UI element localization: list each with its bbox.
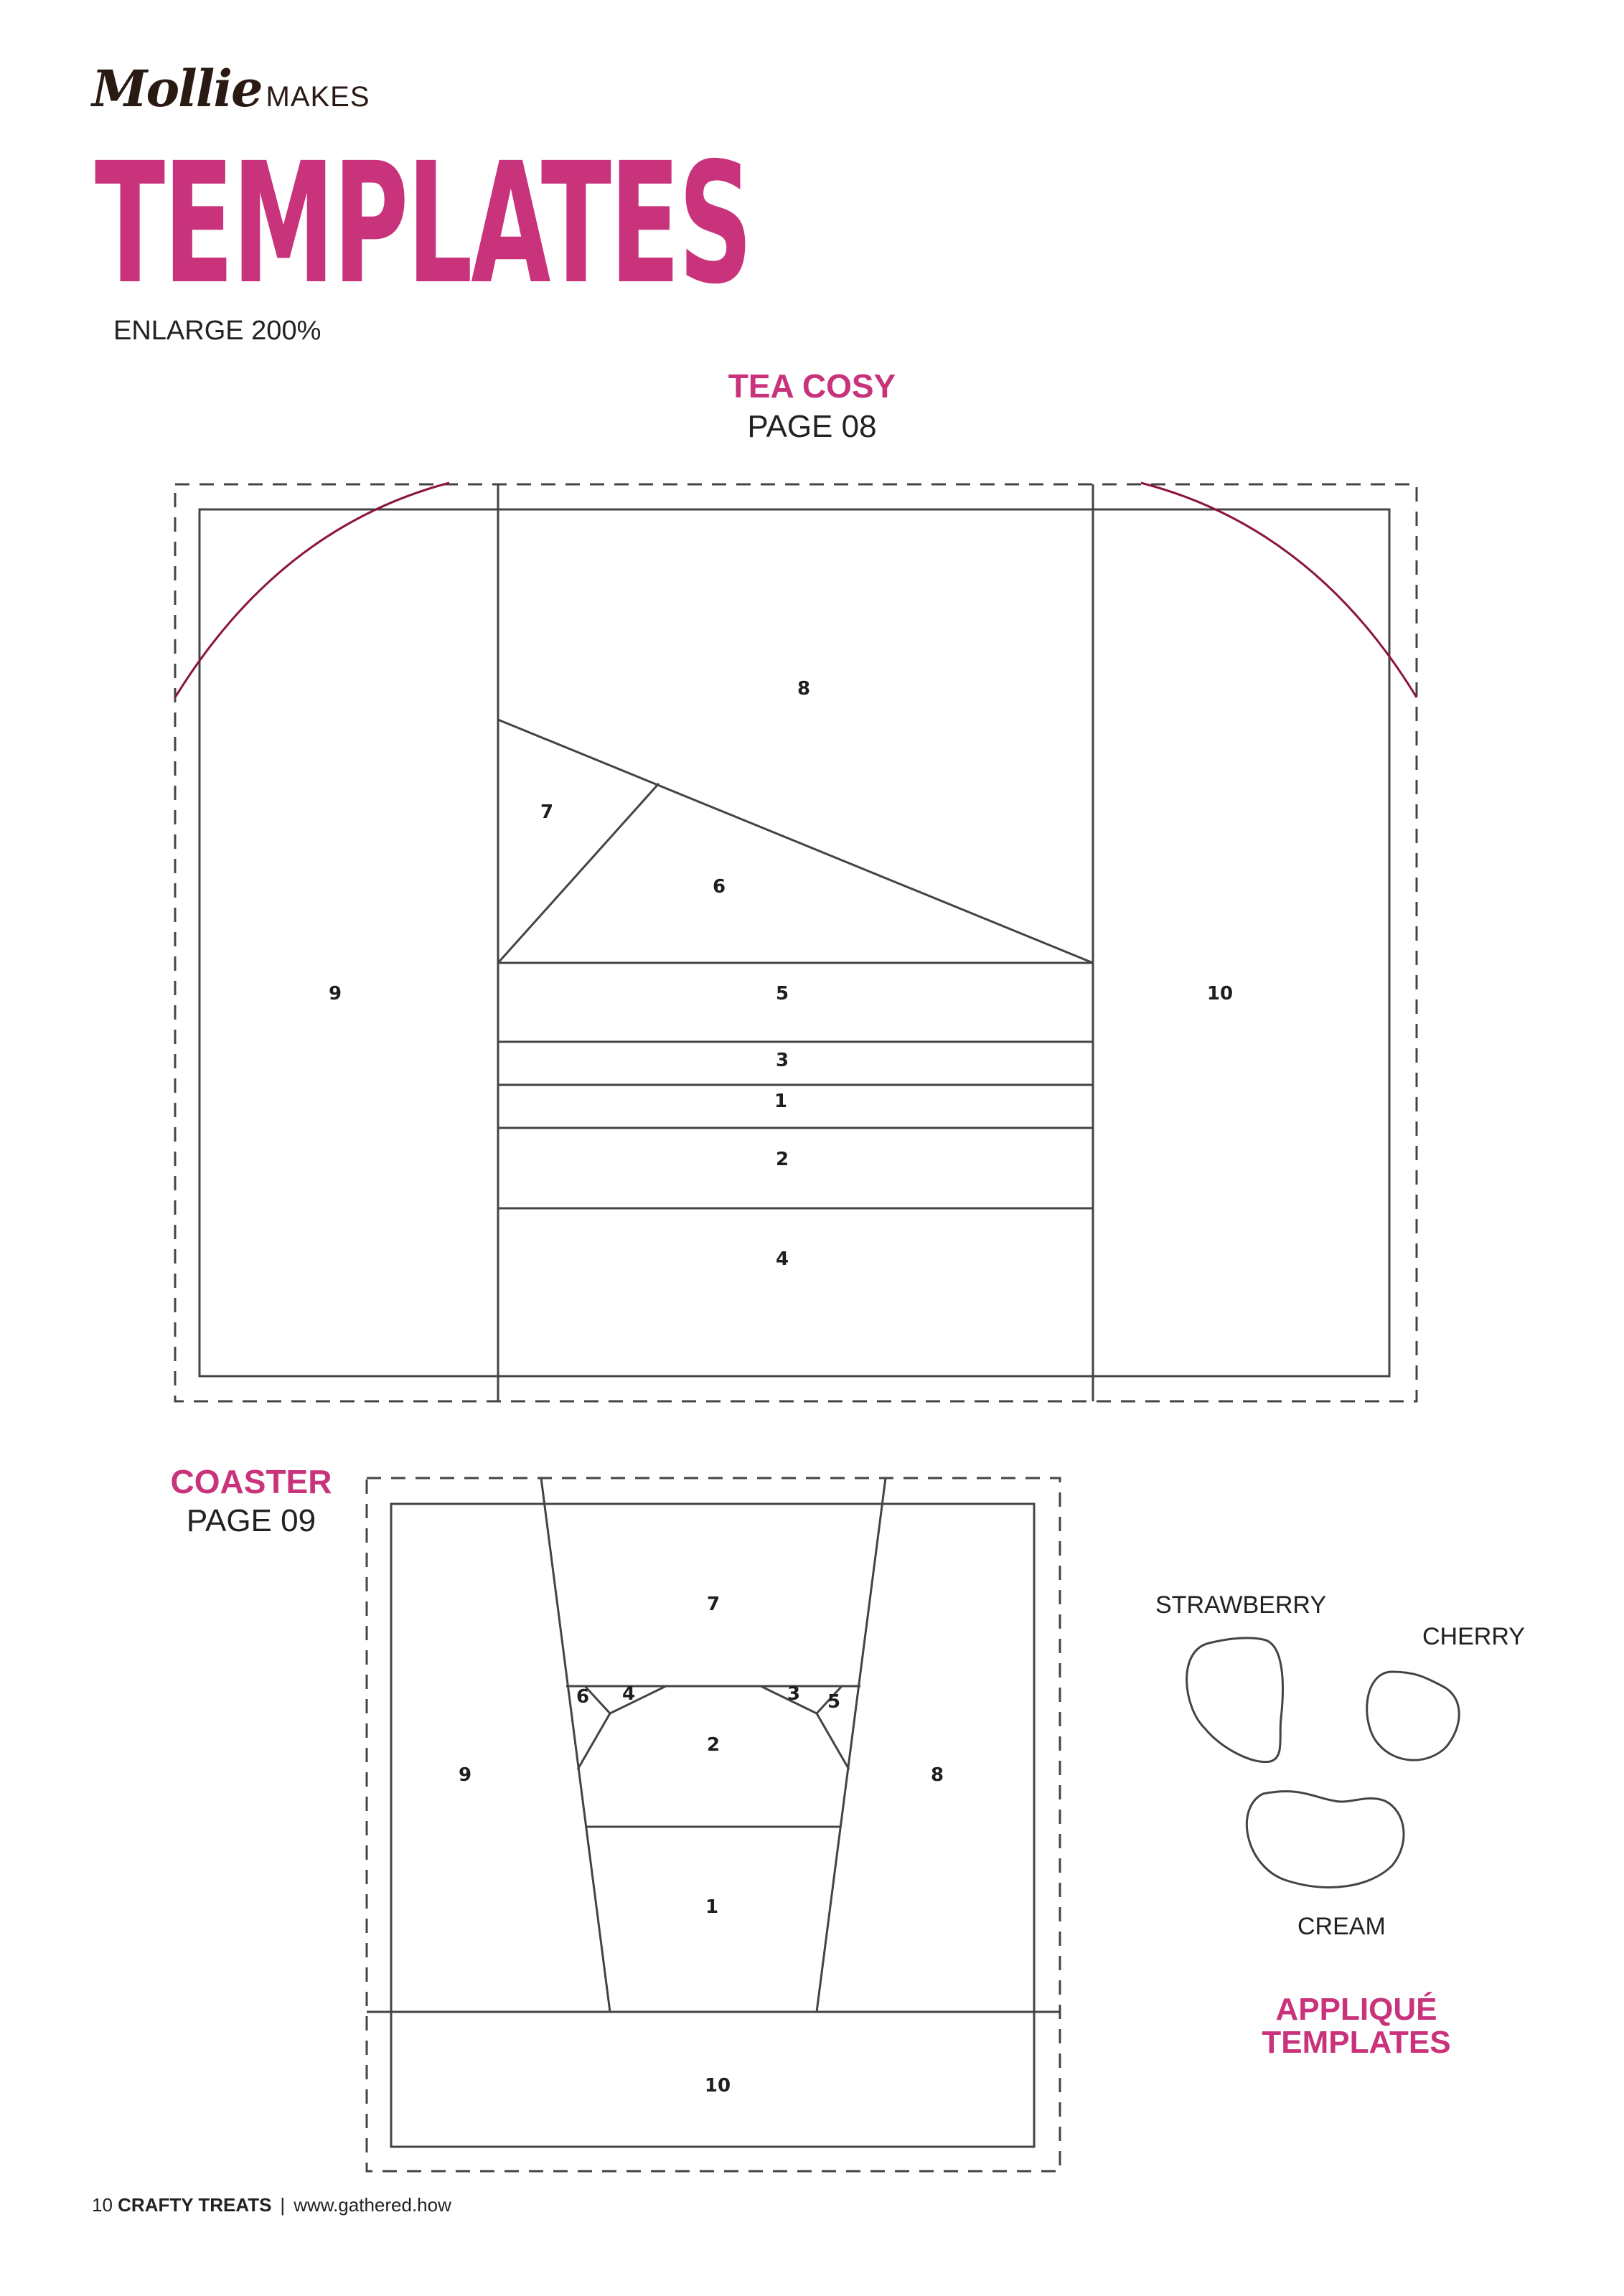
tea-cosy-piece-label: 9 bbox=[328, 983, 342, 1004]
cream-shape bbox=[1247, 1792, 1404, 1888]
applique-title-line2: TEMPLATES bbox=[1262, 2025, 1451, 2061]
cherry-label: CHERRY bbox=[1422, 1623, 1525, 1650]
coaster-glass-right bbox=[817, 1478, 886, 2012]
footer bbox=[92, 2194, 451, 2216]
tea-cosy-title: TEA COSY bbox=[728, 367, 896, 405]
tea-cosy-diagonal bbox=[498, 720, 1093, 963]
tea-cosy-labels bbox=[329, 678, 1233, 1270]
coaster-cream-edge-right bbox=[817, 1713, 849, 1769]
coaster-glass-left bbox=[541, 1478, 610, 2012]
tea-cosy-piece-label: 1 bbox=[774, 1091, 788, 1112]
coaster-piece-label: 1 bbox=[705, 1896, 719, 1918]
tea-cosy-piece-label: 6 bbox=[712, 876, 726, 898]
coaster-piece-label: 5 bbox=[827, 1691, 841, 1713]
applique-title-line1: APPLIQUÉ bbox=[1275, 1992, 1437, 2027]
tea-cosy-piece-label: 7 bbox=[540, 801, 554, 823]
enlarge-note: ENLARGE 200% bbox=[113, 316, 321, 346]
tea-cosy-seam-allowance bbox=[175, 484, 1417, 1401]
tea-cosy-piece-label: 5 bbox=[775, 983, 789, 1004]
coaster-piece-label: 3 bbox=[787, 1683, 801, 1705]
cherry-shape bbox=[1367, 1672, 1459, 1760]
page-title: TEMPLATES bbox=[95, 127, 751, 321]
footer-website[interactable]: www.gathered.how bbox=[294, 2194, 451, 2216]
tea-cosy-piece-label: 4 bbox=[775, 1248, 789, 1270]
tea-cosy-template bbox=[175, 483, 1417, 1401]
tea-cosy-piece-label: 8 bbox=[797, 678, 811, 700]
coaster-title: COASTER bbox=[170, 1463, 332, 1500]
footer-publication: CRAFTY TREATS bbox=[118, 2194, 272, 2216]
coaster-labels bbox=[459, 1594, 944, 2097]
strawberry-label: STRAWBERRY bbox=[1155, 1591, 1327, 1619]
coaster-page: PAGE 09 bbox=[186, 1503, 316, 1538]
tea-cosy-curve-left bbox=[175, 483, 449, 697]
coaster-piece-label: 10 bbox=[704, 2075, 731, 2097]
tea-cosy-piece-label: 10 bbox=[1206, 983, 1234, 1004]
tea-cosy-curve-right bbox=[1141, 483, 1417, 697]
tea-cosy-outline bbox=[200, 509, 1389, 1376]
applique-templates-heading bbox=[1220, 1993, 1493, 2059]
logo-script: Mollie bbox=[92, 59, 262, 118]
coaster-piece-label: 9 bbox=[458, 1764, 472, 1786]
coaster-heading bbox=[144, 1465, 359, 1537]
footer-separator: | bbox=[280, 2194, 286, 2216]
coaster-piece-label: 8 bbox=[930, 1764, 944, 1786]
coaster-piece-label: 6 bbox=[576, 1686, 590, 1708]
coaster-cream-edge-left-top bbox=[610, 1686, 666, 1713]
footer-page-number: 10 bbox=[92, 2194, 113, 2216]
tea-cosy-page: PAGE 08 bbox=[747, 409, 877, 444]
coaster-piece-label: 2 bbox=[706, 1734, 721, 1756]
strawberry-shape bbox=[1187, 1638, 1283, 1762]
logo-makes: MAKES bbox=[266, 81, 370, 113]
coaster-piece-label: 4 bbox=[621, 1683, 636, 1705]
coaster-template bbox=[367, 1478, 1060, 2171]
tea-cosy-diagonal-small bbox=[498, 784, 659, 963]
coaster-piece-label: 7 bbox=[706, 1594, 721, 1615]
coaster-seam-allowance bbox=[367, 1478, 1060, 2171]
tea-cosy-piece-label: 2 bbox=[775, 1149, 789, 1170]
applique-shapes bbox=[1187, 1638, 1460, 1887]
coaster-cream-edge-left bbox=[578, 1713, 610, 1769]
cream-label: CREAM bbox=[1297, 1913, 1386, 1940]
tea-cosy-piece-label: 3 bbox=[775, 1050, 789, 1071]
